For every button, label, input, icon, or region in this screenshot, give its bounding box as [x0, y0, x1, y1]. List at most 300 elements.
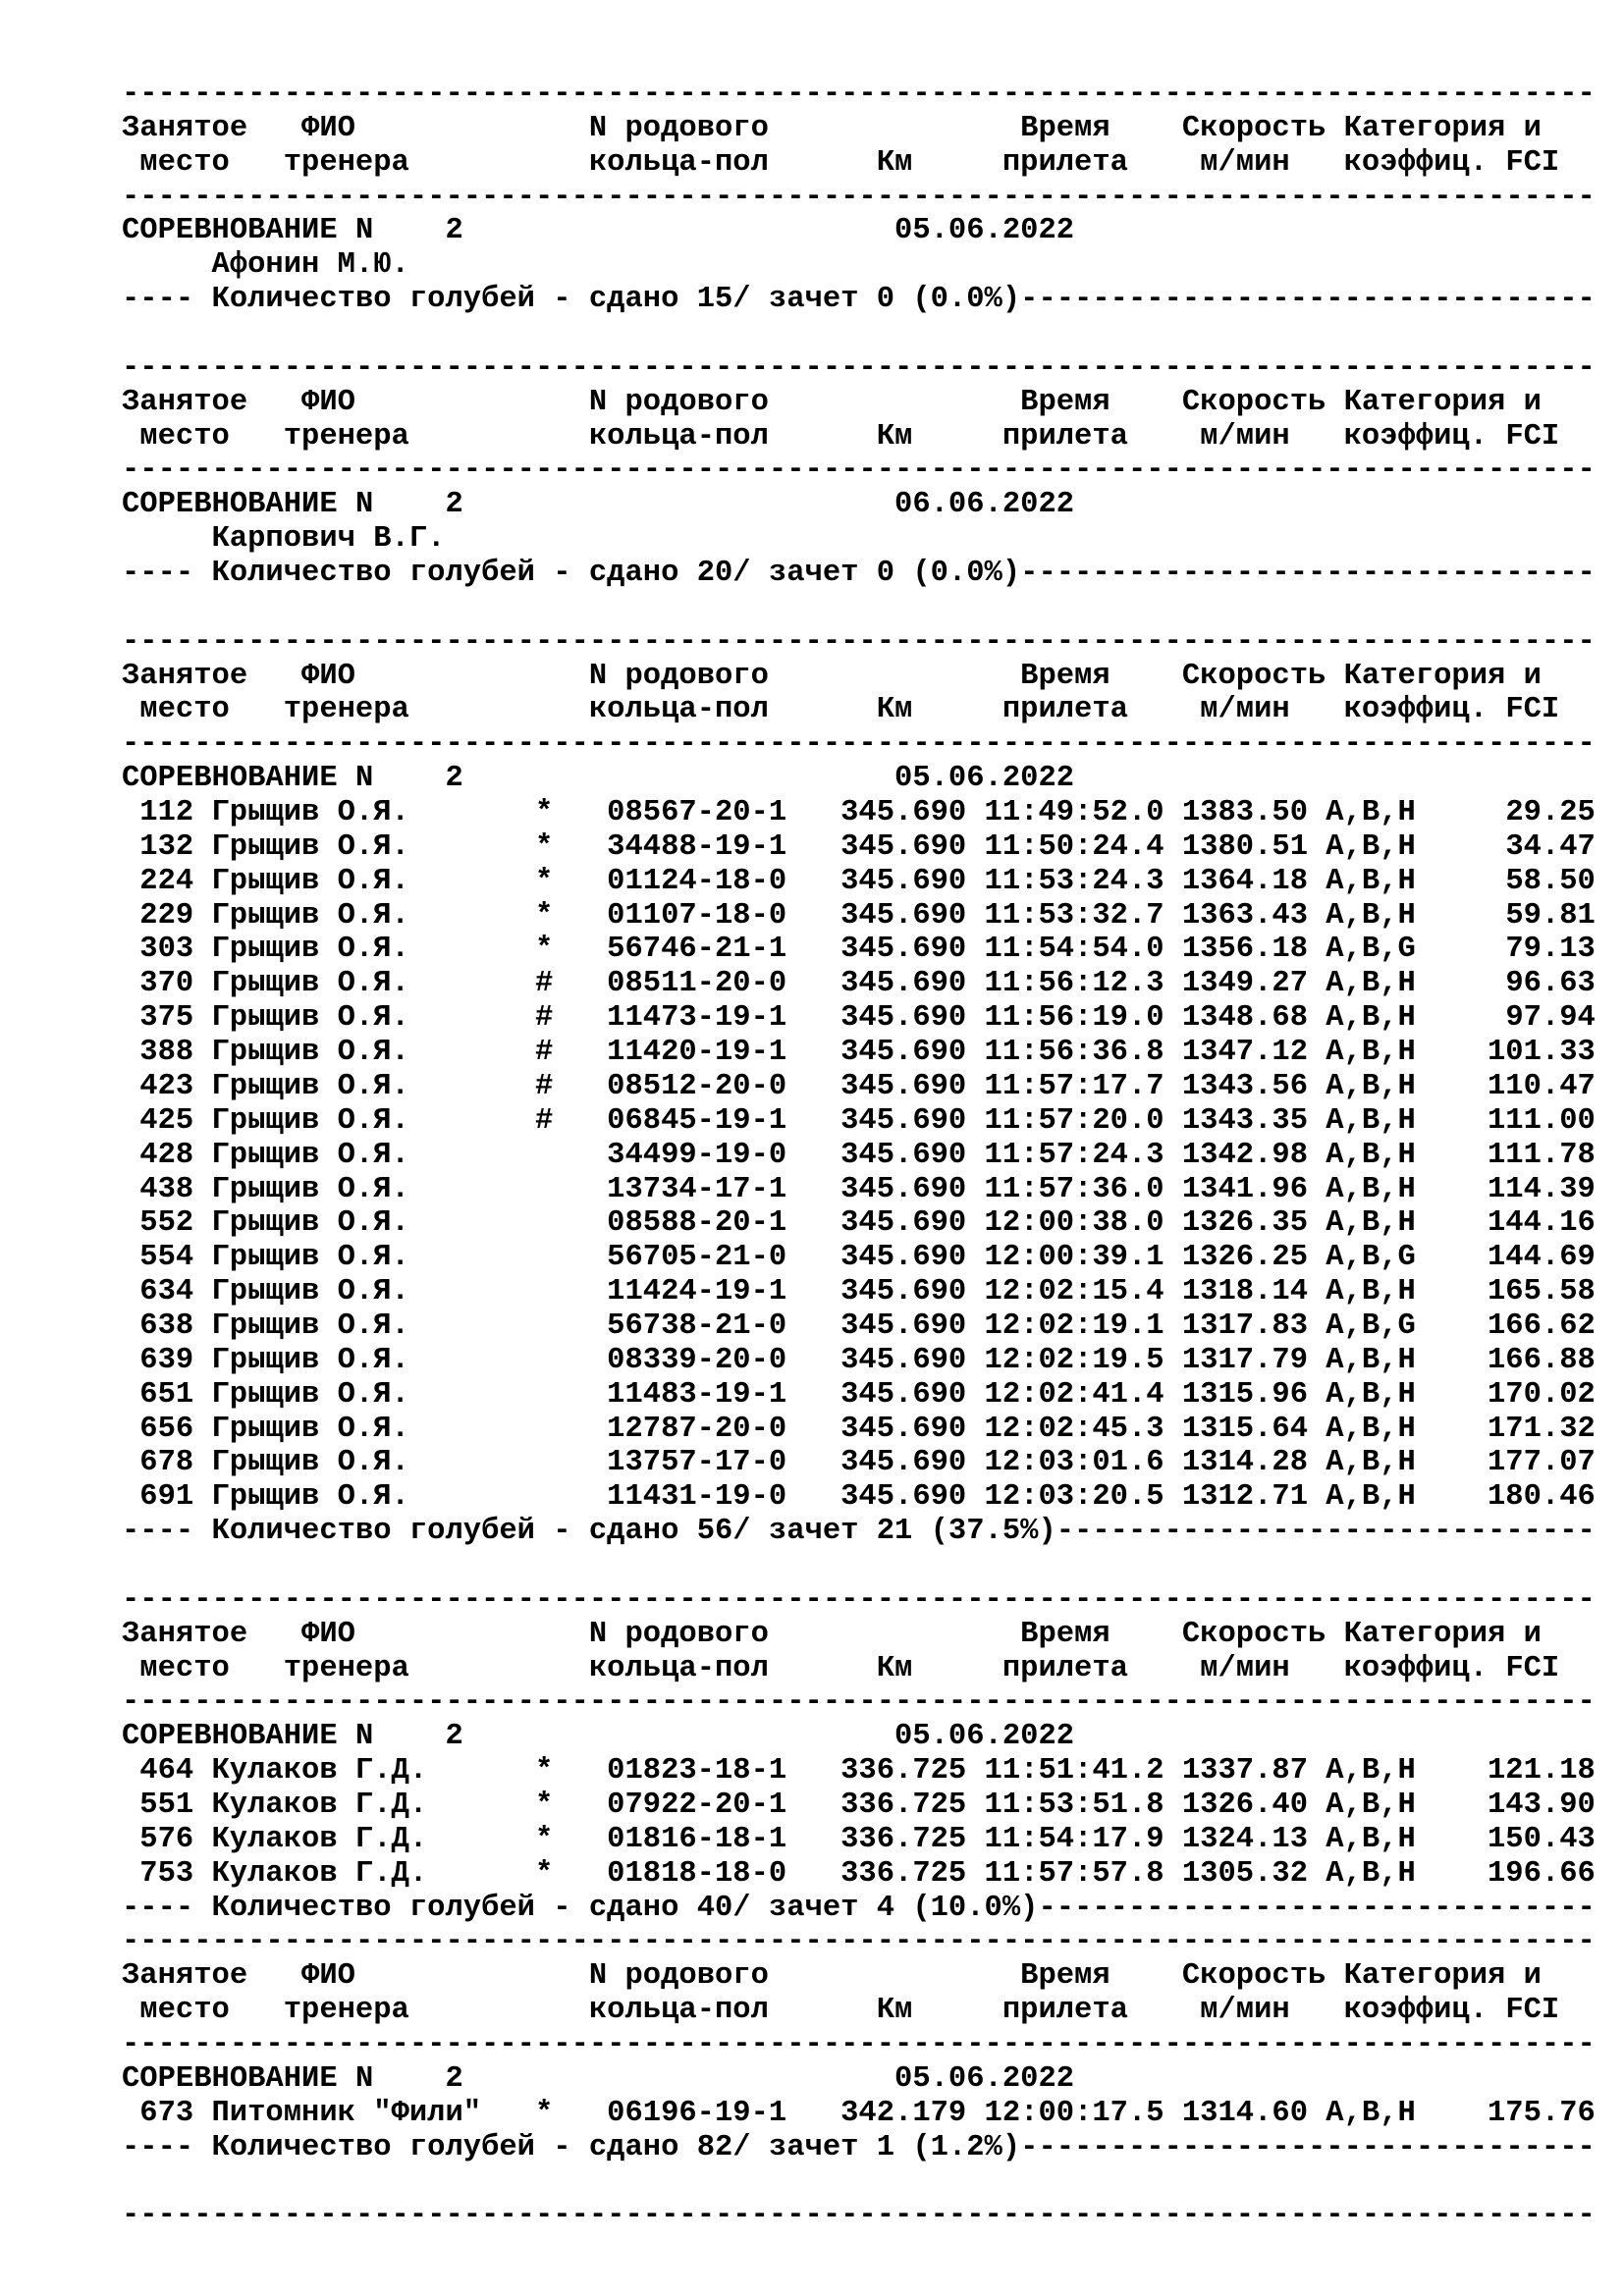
- fci-coefficient: 166.88: [1488, 1343, 1596, 1377]
- mark: #: [534, 1001, 554, 1036]
- place: 375: [139, 1001, 194, 1036]
- fci-coefficient: 196.66: [1488, 1856, 1596, 1891]
- column-header-top: [122, 660, 1596, 694]
- place: 691: [139, 1480, 194, 1515]
- distance-km: 345.690: [840, 933, 967, 967]
- rule-text: ----------------------------------------------------------------------------------: [122, 2199, 1596, 2233]
- header-ring: кольца-пол: [588, 1651, 769, 1685]
- fci-coefficient: 111.00: [1488, 1103, 1596, 1138]
- header-category: коэффиц. FCI: [1343, 1651, 1560, 1685]
- rule-text: ----------------------------------------------------------------------------------: [122, 1582, 1596, 1617]
- category: A,B,H: [1326, 829, 1416, 864]
- category: A,B,G: [1326, 1241, 1416, 1275]
- fci-coefficient: 34.47: [1505, 829, 1596, 864]
- table-row: [122, 865, 1596, 899]
- header-ring: N родового: [588, 111, 769, 145]
- fci-coefficient: 29.25: [1505, 796, 1596, 830]
- category: A,B,H: [1326, 1788, 1416, 1822]
- place: 224: [139, 864, 194, 898]
- fci-coefficient: 59.81: [1505, 898, 1596, 933]
- speed: 1315.64: [1181, 1412, 1308, 1446]
- trainer-name: Грыщив О.Я.: [211, 933, 409, 967]
- speed: 1341.96: [1181, 1172, 1308, 1206]
- header-trainer: ФИО: [301, 1617, 355, 1651]
- place: 678: [139, 1446, 194, 1480]
- place: 303: [139, 933, 194, 967]
- table-row: [122, 1789, 1596, 1823]
- mark: *: [534, 1788, 554, 1822]
- fci-coefficient: 175.76: [1488, 2096, 1596, 2130]
- rule-text: ----------------------------------------------------------------------------------: [122, 180, 1596, 214]
- place: 639: [139, 1343, 194, 1377]
- place: 425: [139, 1103, 194, 1138]
- mark: *: [534, 2096, 554, 2130]
- competition-section: [122, 1925, 1596, 2199]
- arrival-time: 11:50:24.4: [984, 829, 1164, 864]
- ring-number: 06196-19-1: [607, 2096, 787, 2130]
- ring-number: 56738-21-0: [607, 1308, 787, 1343]
- header-speed: Скорость: [1181, 659, 1326, 693]
- ring-number: 08567-20-1: [607, 796, 787, 830]
- header-ring: кольца-пол: [588, 419, 769, 454]
- category: A,B,H: [1326, 1206, 1416, 1241]
- table-row: [122, 1446, 1596, 1480]
- trainer-name: Грыщив О.Я.: [211, 796, 409, 830]
- category: A,B,H: [1326, 1001, 1416, 1036]
- arrival-time: 11:57:57.8: [984, 1856, 1164, 1891]
- trainer-line: [122, 248, 1596, 283]
- mark: #: [534, 1036, 554, 1070]
- category: A,B,H: [1326, 1343, 1416, 1377]
- speed: 1314.28: [1181, 1446, 1308, 1480]
- competition-label: СОРЕВНОВАНИЕ N: [122, 762, 374, 796]
- arrival-time: 12:02:19.1: [984, 1308, 1164, 1343]
- rule-text: ----------------------------------------------------------------------------------: [122, 454, 1596, 488]
- fci-coefficient: 96.63: [1505, 967, 1596, 1001]
- category: A,B,H: [1326, 1103, 1416, 1138]
- speed: 1326.35: [1181, 1206, 1308, 1241]
- place: 551: [139, 1788, 194, 1822]
- column-header-bottom: [122, 693, 1596, 727]
- rule: [122, 351, 1596, 386]
- fci-coefficient: 58.50: [1505, 864, 1596, 898]
- header-category: Категория и: [1343, 111, 1542, 145]
- place: 132: [139, 829, 194, 864]
- summary-text: ---- Количество голубей - сдано 20/ зачет 0 (0.0%)--------------------------------: [122, 557, 1596, 591]
- speed: 1326.40: [1181, 1788, 1308, 1822]
- ring-number: 01124-18-0: [607, 864, 787, 898]
- category: A,B,H: [1326, 1138, 1416, 1172]
- table-row: [122, 933, 1596, 967]
- place: 464: [139, 1754, 194, 1789]
- table-row: [122, 1275, 1596, 1309]
- ring-number: 11420-19-1: [607, 1036, 787, 1070]
- rule-text: ----------------------------------------------------------------------------------: [122, 624, 1596, 659]
- fci-coefficient: 110.47: [1488, 1069, 1596, 1103]
- arrival-time: 12:03:01.6: [984, 1446, 1164, 1480]
- header-category: Категория и: [1343, 1959, 1542, 1994]
- trainer-name: Грыщив О.Я.: [211, 1412, 409, 1446]
- trainer-name: Грыщив О.Я.: [211, 1343, 409, 1377]
- rule: [122, 2199, 1596, 2233]
- header-place: место: [139, 145, 230, 180]
- header-place: Занятое: [122, 111, 248, 145]
- distance-km: 345.690: [840, 1206, 967, 1241]
- fci-coefficient: 79.13: [1505, 933, 1596, 967]
- rule: [122, 727, 1596, 762]
- fci-coefficient: 170.02: [1488, 1377, 1596, 1412]
- ring-number: 07922-20-1: [607, 1788, 787, 1822]
- column-header-bottom: [122, 1994, 1596, 2028]
- trainer-name: Грыщив О.Я.: [211, 1172, 409, 1206]
- header-distance: Км: [876, 1994, 913, 2028]
- table-row: [122, 899, 1596, 934]
- table-row: [122, 1413, 1596, 1447]
- trainer-name: Кулаков Г.Д.: [211, 1754, 428, 1789]
- table-row: [122, 1823, 1596, 1857]
- rule-text: ----------------------------------------------------------------------------------: [122, 727, 1596, 762]
- trainer-name: Грыщив О.Я.: [211, 898, 409, 933]
- trainer-name: Грыщив О.Я.: [211, 1241, 409, 1275]
- competition-number: 2: [445, 1720, 463, 1754]
- distance-km: 345.690: [840, 1069, 967, 1103]
- summary-text: ---- Количество голубей - сдано 82/ зачет 1 (1.2%)--------------------------------: [122, 2130, 1596, 2164]
- mark: *: [534, 829, 554, 864]
- speed: 1317.79: [1181, 1343, 1308, 1377]
- header-place: место: [139, 419, 230, 454]
- trainer-line: [122, 522, 1596, 557]
- category: A,B,H: [1326, 1480, 1416, 1515]
- ring-number: 08339-20-0: [607, 1343, 787, 1377]
- mark: *: [534, 898, 554, 933]
- mark: *: [534, 796, 554, 830]
- distance-km: 345.690: [840, 1241, 967, 1275]
- table-row: [122, 830, 1596, 865]
- ring-number: 11473-19-1: [607, 1001, 787, 1036]
- arrival-time: 11:53:51.8: [984, 1788, 1164, 1822]
- speed: 1317.83: [1181, 1308, 1308, 1343]
- distance-km: 345.690: [840, 1446, 967, 1480]
- category: A,B,G: [1326, 933, 1416, 967]
- place: 673: [139, 2096, 194, 2130]
- category: A,B,H: [1326, 1412, 1416, 1446]
- distance-km: 345.690: [840, 1377, 967, 1412]
- header-time: Время: [1020, 385, 1110, 419]
- place: 638: [139, 1308, 194, 1343]
- blank-line: [122, 591, 1596, 625]
- header-place: Занятое: [122, 1959, 248, 1994]
- distance-km: 345.690: [840, 1275, 967, 1309]
- trainer-name: Грыщив О.Я.: [211, 1275, 409, 1309]
- category: A,B,H: [1326, 1377, 1416, 1412]
- rule-text: ----------------------------------------------------------------------------------: [122, 1685, 1596, 1720]
- arrival-time: 11:57:20.0: [984, 1103, 1164, 1138]
- ring-number: 08512-20-0: [607, 1069, 787, 1103]
- table-row: [122, 1480, 1596, 1515]
- speed: 1312.71: [1181, 1480, 1308, 1515]
- table-row: [122, 1173, 1596, 1207]
- trainer-name: Грыщив О.Я.: [211, 1036, 409, 1070]
- rule-text: ----------------------------------------------------------------------------------: [122, 2027, 1596, 2061]
- place: 634: [139, 1275, 194, 1309]
- header-place: Занятое: [122, 385, 248, 419]
- summary-text: ---- Количество голубей - сдано 40/ зачет 4 (10.0%)-------------------------------: [122, 1891, 1596, 1925]
- fci-coefficient: 177.07: [1488, 1446, 1596, 1480]
- results-document: [122, 78, 1596, 2233]
- column-header-bottom: [122, 146, 1596, 181]
- arrival-time: 11:49:52.0: [984, 796, 1164, 830]
- distance-km: 345.690: [840, 1138, 967, 1172]
- table-row: [122, 1070, 1596, 1104]
- table-row: [122, 1309, 1596, 1344]
- arrival-time: 11:54:17.9: [984, 1822, 1164, 1856]
- summary-line: [122, 283, 1596, 317]
- competition-line: [122, 2062, 1596, 2097]
- competition-label: СОРЕВНОВАНИЕ N: [122, 214, 374, 248]
- competition-number: 2: [445, 762, 463, 796]
- column-header-top: [122, 112, 1596, 146]
- summary-line: [122, 557, 1596, 591]
- distance-km: 345.690: [840, 1036, 967, 1070]
- header-ring: кольца-пол: [588, 145, 769, 180]
- column-header-bottom: [122, 1652, 1596, 1686]
- header-distance: Км: [876, 145, 913, 180]
- trainer-name: Грыщив О.Я.: [211, 1308, 409, 1343]
- header-category: коэффиц. FCI: [1343, 419, 1560, 454]
- mark: #: [534, 1103, 554, 1138]
- header-category: Категория и: [1343, 385, 1542, 419]
- speed: 1380.51: [1181, 829, 1308, 864]
- header-distance: Км: [876, 1651, 913, 1685]
- trainer-name: Кулаков Г.Д.: [211, 1822, 428, 1856]
- distance-km: 345.690: [840, 864, 967, 898]
- mark: *: [534, 1754, 554, 1789]
- ring-number: 11424-19-1: [607, 1275, 787, 1309]
- ring-number: 01107-18-0: [607, 898, 787, 933]
- speed: 1305.32: [1181, 1856, 1308, 1891]
- speed: 1347.12: [1181, 1036, 1308, 1070]
- header-trainer: тренера: [283, 419, 409, 454]
- ring-number: 12787-20-0: [607, 1412, 787, 1446]
- blank-line: [122, 317, 1596, 351]
- header-time: Время: [1020, 1959, 1110, 1994]
- rule: [122, 1583, 1596, 1618]
- distance-km: 345.690: [840, 1172, 967, 1206]
- competition-date: 05.06.2022: [894, 2061, 1075, 2096]
- speed: 1363.43: [1181, 898, 1308, 933]
- ring-number: 34488-19-1: [607, 829, 787, 864]
- ring-number: 11483-19-1: [607, 1377, 787, 1412]
- category: A,B,H: [1326, 796, 1416, 830]
- competition-number: 2: [445, 214, 463, 248]
- column-header-top: [122, 386, 1596, 420]
- header-trainer: тренера: [283, 1651, 409, 1685]
- distance-km: 345.690: [840, 796, 967, 830]
- competition-line: [122, 1720, 1596, 1754]
- header-trainer: тренера: [283, 145, 409, 180]
- arrival-time: 12:02:41.4: [984, 1377, 1164, 1412]
- table-row: [122, 1104, 1596, 1139]
- trainer-name: Грыщив О.Я.: [211, 1446, 409, 1480]
- arrival-time: 11:56:36.8: [984, 1036, 1164, 1070]
- header-trainer: ФИО: [301, 111, 355, 145]
- mark: *: [534, 933, 554, 967]
- speed: 1383.50: [1181, 796, 1308, 830]
- rule: [122, 2028, 1596, 2062]
- arrival-time: 12:02:45.3: [984, 1412, 1164, 1446]
- rule-text: ----------------------------------------------------------------------------------: [122, 1925, 1596, 1959]
- header-time: Время: [1020, 659, 1110, 693]
- trainer-name: Грыщив О.Я.: [211, 1069, 409, 1103]
- distance-km: 345.690: [840, 1103, 967, 1138]
- ring-number: 13757-17-0: [607, 1446, 787, 1480]
- header-trainer: ФИО: [301, 385, 355, 419]
- distance-km: 345.690: [840, 1308, 967, 1343]
- competition-number: 2: [445, 488, 463, 522]
- speed: 1315.96: [1181, 1377, 1308, 1412]
- ring-number: 01816-18-1: [607, 1822, 787, 1856]
- header-speed: м/мин: [1200, 145, 1290, 180]
- ring-number: 06845-19-1: [607, 1103, 787, 1138]
- header-time: прилета: [1001, 419, 1128, 454]
- header-category: Категория и: [1343, 1617, 1542, 1651]
- arrival-time: 11:53:32.7: [984, 898, 1164, 933]
- table-row: [122, 1206, 1596, 1241]
- header-ring: N родового: [588, 385, 769, 419]
- trainer-name: Афонин М.Ю.: [211, 248, 409, 283]
- trainer-name: Кулаков Г.Д.: [211, 1788, 428, 1822]
- category: A,B,G: [1326, 1308, 1416, 1343]
- table-row: [122, 1857, 1596, 1892]
- ring-number: 01818-18-0: [607, 1856, 787, 1891]
- arrival-time: 11:57:17.7: [984, 1069, 1164, 1103]
- header-trainer: тренера: [283, 693, 409, 727]
- arrival-time: 12:00:38.0: [984, 1206, 1164, 1241]
- arrival-time: 11:57:36.0: [984, 1172, 1164, 1206]
- competition-date: 06.06.2022: [894, 488, 1075, 522]
- header-speed: м/мин: [1200, 693, 1290, 727]
- place: 753: [139, 1856, 194, 1891]
- speed: 1343.35: [1181, 1103, 1308, 1138]
- header-ring: N родового: [588, 659, 769, 693]
- header-category: коэффиц. FCI: [1343, 1994, 1560, 2028]
- category: A,B,H: [1326, 1036, 1416, 1070]
- header-speed: Скорость: [1181, 1617, 1326, 1651]
- header-speed: м/мин: [1200, 419, 1290, 454]
- header-speed: м/мин: [1200, 1994, 1290, 2028]
- fci-coefficient: 150.43: [1488, 1822, 1596, 1856]
- column-header-top: [122, 1618, 1596, 1652]
- competition-label: СОРЕВНОВАНИЕ N: [122, 2061, 374, 2096]
- header-place: место: [139, 693, 230, 727]
- header-speed: Скорость: [1181, 1959, 1326, 1994]
- header-ring: N родового: [588, 1959, 769, 1994]
- header-ring: кольца-пол: [588, 1994, 769, 2028]
- header-time: прилета: [1001, 693, 1128, 727]
- column-header-bottom: [122, 420, 1596, 454]
- arrival-time: 12:02:15.4: [984, 1275, 1164, 1309]
- distance-km: 342.179: [840, 2096, 967, 2130]
- arrival-time: 11:53:24.3: [984, 864, 1164, 898]
- table-row: [122, 796, 1596, 830]
- category: A,B,H: [1326, 1172, 1416, 1206]
- place: 656: [139, 1412, 194, 1446]
- competition-line: [122, 214, 1596, 248]
- place: 388: [139, 1036, 194, 1070]
- fci-coefficient: 101.33: [1488, 1036, 1596, 1070]
- mark: *: [534, 1856, 554, 1891]
- place: 423: [139, 1069, 194, 1103]
- table-row: [122, 1139, 1596, 1173]
- trainer-name: Грыщив О.Я.: [211, 967, 409, 1001]
- fci-coefficient: 180.46: [1488, 1480, 1596, 1515]
- place: 576: [139, 1822, 194, 1856]
- ring-number: 56705-21-0: [607, 1241, 787, 1275]
- table-row: [122, 1378, 1596, 1413]
- competition-section: [122, 1583, 1596, 1926]
- header-trainer: ФИО: [301, 1959, 355, 1994]
- rule: [122, 625, 1596, 660]
- speed: 1318.14: [1181, 1275, 1308, 1309]
- trainer-name: Грыщив О.Я.: [211, 829, 409, 864]
- distance-km: 345.690: [840, 898, 967, 933]
- ring-number: 56746-21-1: [607, 933, 787, 967]
- table-row: [122, 967, 1596, 1001]
- ring-number: 34499-19-0: [607, 1138, 787, 1172]
- header-place: место: [139, 1651, 230, 1685]
- fci-coefficient: 165.58: [1488, 1275, 1596, 1309]
- header-time: прилета: [1001, 145, 1128, 180]
- header-place: Занятое: [122, 1617, 248, 1651]
- arrival-time: 12:00:39.1: [984, 1241, 1164, 1275]
- ring-number: 08588-20-1: [607, 1206, 787, 1241]
- competition-label: СОРЕВНОВАНИЕ N: [122, 488, 374, 522]
- header-time: Время: [1020, 1617, 1110, 1651]
- arrival-time: 12:03:20.5: [984, 1480, 1164, 1515]
- header-category: Категория и: [1343, 659, 1542, 693]
- distance-km: 336.725: [840, 1856, 967, 1891]
- ring-number: 08511-20-0: [607, 967, 787, 1001]
- column-header-top: [122, 1959, 1596, 1994]
- trainer-name: Грыщив О.Я.: [211, 1001, 409, 1036]
- trainer-name: Грыщив О.Я.: [211, 1206, 409, 1241]
- category: A,B,H: [1326, 2096, 1416, 2130]
- competition-line: [122, 762, 1596, 796]
- header-trainer: тренера: [283, 1994, 409, 2028]
- header-speed: Скорость: [1181, 111, 1326, 145]
- speed: 1324.13: [1181, 1822, 1308, 1856]
- trainer-name: Грыщив О.Я.: [211, 1138, 409, 1172]
- distance-km: 336.725: [840, 1822, 967, 1856]
- category: A,B,H: [1326, 864, 1416, 898]
- rule: [122, 1925, 1596, 1959]
- header-place: место: [139, 1994, 230, 2028]
- summary-text: ---- Количество голубей - сдано 15/ зачет 0 (0.0%)--------------------------------: [122, 283, 1596, 317]
- blank-line: [122, 2164, 1596, 2199]
- competition-date: 05.06.2022: [894, 214, 1075, 248]
- header-speed: Скорость: [1181, 385, 1326, 419]
- category: A,B,H: [1326, 1446, 1416, 1480]
- summary-line: [122, 2131, 1596, 2165]
- category: A,B,H: [1326, 898, 1416, 933]
- summary-text: ---- Количество голубей - сдано 56/ зачет 21 (37.5%)------------------------------: [122, 1515, 1596, 1549]
- competition-date: 05.06.2022: [894, 1720, 1075, 1754]
- header-trainer: ФИО: [301, 659, 355, 693]
- category: A,B,H: [1326, 1856, 1416, 1891]
- distance-km: 345.690: [840, 1480, 967, 1515]
- category: A,B,H: [1326, 1754, 1416, 1789]
- distance-km: 336.725: [840, 1788, 967, 1822]
